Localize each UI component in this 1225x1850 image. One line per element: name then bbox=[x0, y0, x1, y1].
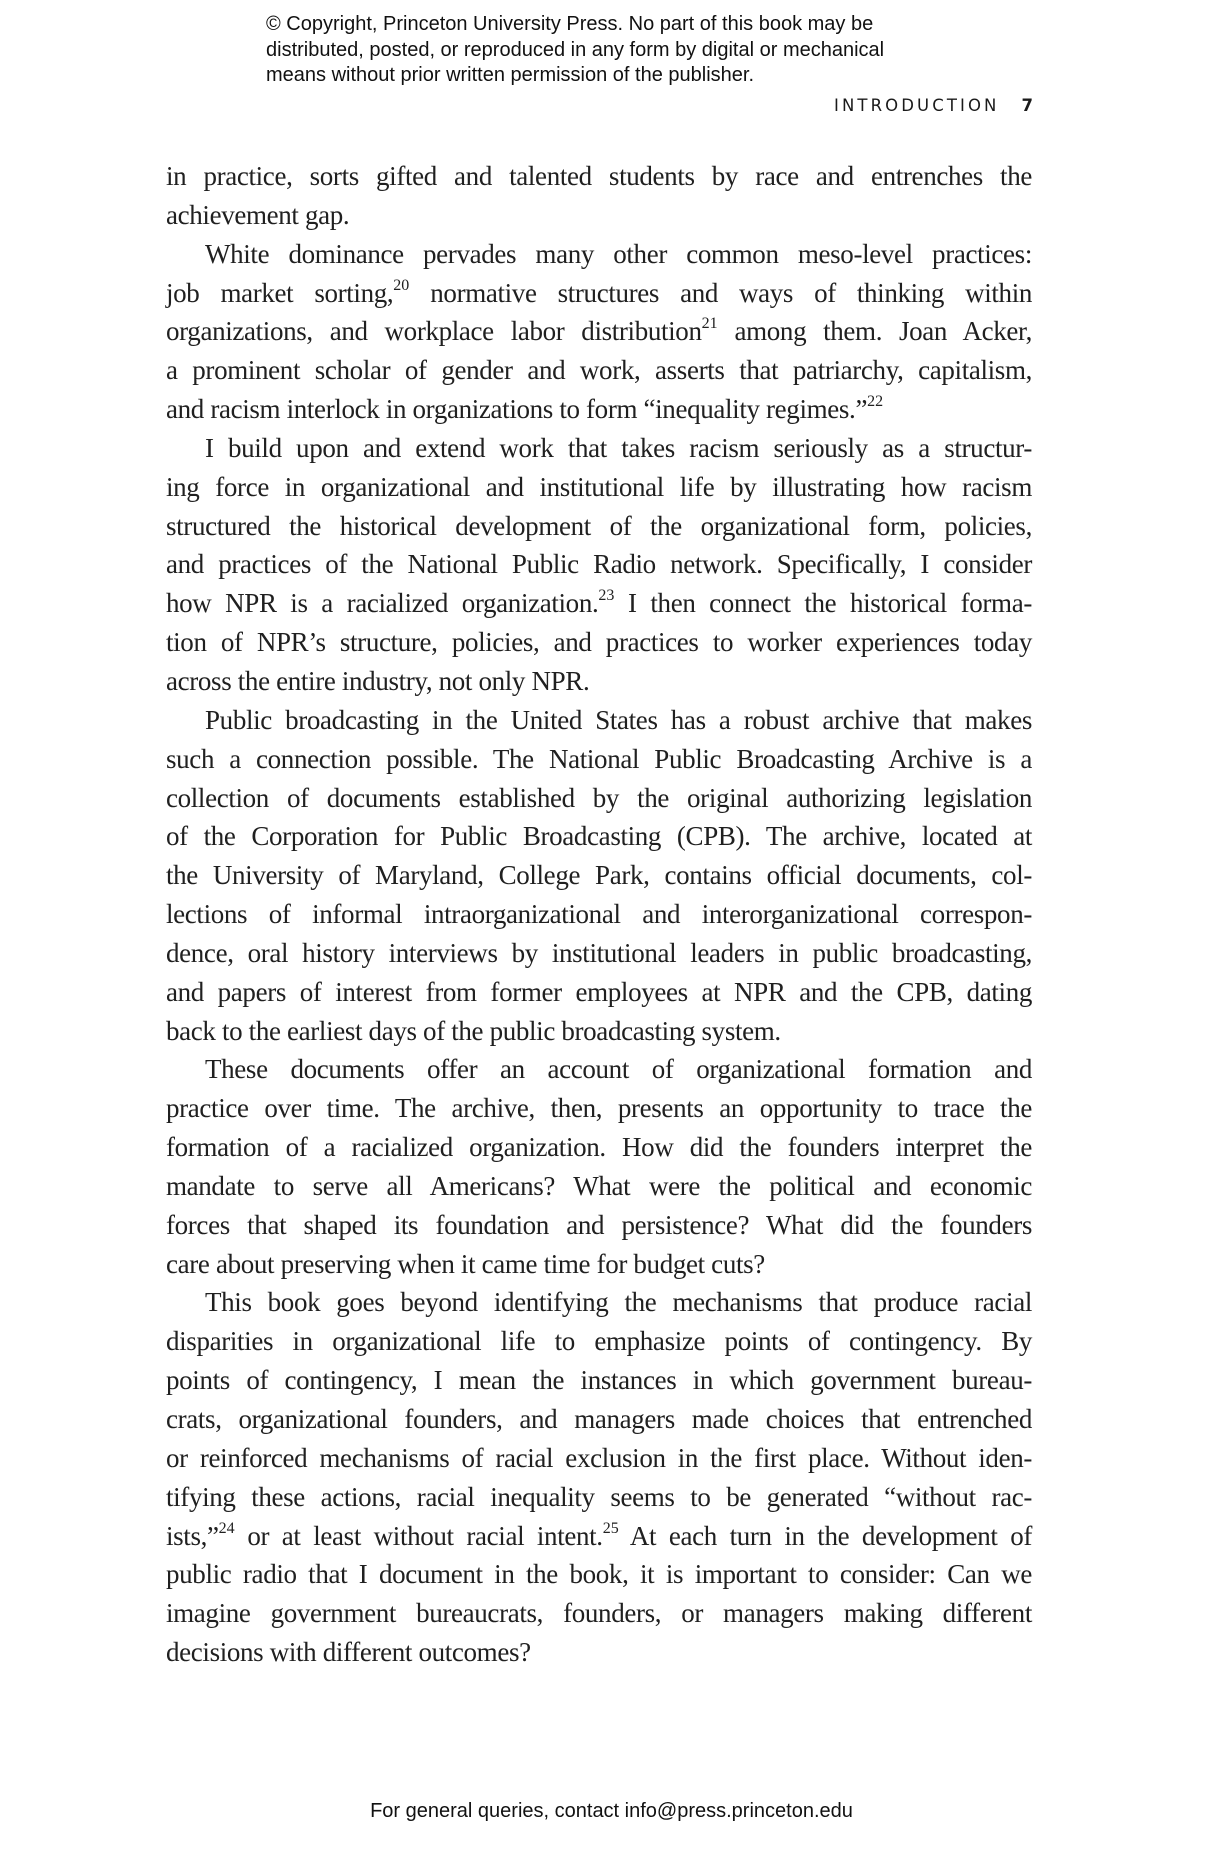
text-run: mandate to serve all Americans? What were the political and economic bbox=[166, 1170, 1032, 1201]
text-run: These documents offer an account of organizational formation and bbox=[205, 1054, 1032, 1085]
text-line bbox=[166, 235, 1032, 274]
text-line bbox=[166, 274, 1032, 313]
text-run: job market sorting, bbox=[166, 277, 394, 308]
text-run: and papers of interest from former employees at NPR and the CPB, dating bbox=[166, 976, 1032, 1007]
text-run: in practice, sorts gifted and talented students by race and entrenches the bbox=[166, 161, 1032, 191]
text-run: decisions with different outcomes? bbox=[166, 1637, 531, 1668]
copyright-line: © Copyright, Princeton University Press. No part of this book may be bbox=[266, 13, 874, 35]
text-line bbox=[166, 312, 1032, 351]
footer-text: For general queries, contact info@press.princeton.edu bbox=[370, 1800, 853, 1822]
copyright-line: distributed, posted, or reproduced in any form by digital or mechanical bbox=[266, 38, 885, 61]
paragraph bbox=[166, 1050, 1032, 1283]
text-line bbox=[166, 468, 1032, 507]
text-run: of the Corporation for Public Broadcasting (CPB). The archive, located at bbox=[166, 821, 1032, 852]
text-line bbox=[166, 817, 1032, 856]
text-line bbox=[166, 390, 1032, 429]
text-run: points of contingency, I mean the instances in which government bureau- bbox=[166, 1365, 1032, 1396]
text-run: crats, organizational founders, and managers made choices that entrenched bbox=[166, 1404, 1032, 1434]
text-line bbox=[166, 1206, 1032, 1245]
footnote-marker[interactable]: 20 bbox=[393, 276, 410, 294]
text-line bbox=[166, 1167, 1032, 1206]
text-line bbox=[166, 196, 1032, 235]
text-run: forces that shaped its foundation and persistence? What did the founders bbox=[166, 1209, 1032, 1240]
text-run: practice over time. The archive, then, presents an opportunity to trace the bbox=[166, 1093, 1032, 1124]
text-run: and practices of the National Public Radio network. Specifically, I consider bbox=[166, 549, 1032, 580]
text-run: imagine government bureaucrats, founders, or managers making different bbox=[166, 1598, 1032, 1629]
paragraph bbox=[166, 701, 1032, 1051]
text-line bbox=[166, 157, 1032, 196]
text-run: such a connection possible. The National Public Broadcasting Archive is a bbox=[166, 743, 1032, 774]
text-line bbox=[166, 1012, 1032, 1051]
copyright-notice bbox=[266, 12, 986, 89]
text-run: I build upon and extend work that takes racism seriously as a structur- bbox=[205, 432, 1032, 463]
text-run: ing force in organizational and institutional life by illustrating how racism bbox=[166, 471, 1032, 502]
text-run: or at least without racial intent. bbox=[234, 1520, 603, 1551]
footnote-marker[interactable]: 25 bbox=[602, 1519, 619, 1537]
text-run: ists,” bbox=[166, 1520, 219, 1551]
text-run: or reinforced mechanisms of racial exclusion in the first place. Without iden- bbox=[166, 1442, 1032, 1473]
text-line bbox=[166, 1439, 1032, 1478]
text-line bbox=[166, 429, 1032, 468]
text-line bbox=[166, 507, 1032, 546]
footnote-marker[interactable]: 21 bbox=[701, 315, 718, 333]
text-run: White dominance pervades many other common meso-level practices: bbox=[205, 238, 1032, 269]
text-run: the University of Maryland, College Park, contains official documents, col- bbox=[166, 860, 1032, 891]
text-run: across the entire industry, not only NPR. bbox=[166, 665, 590, 696]
text-line bbox=[166, 895, 1032, 934]
text-line bbox=[166, 701, 1032, 740]
text-run: organizations, and workplace labor distribution bbox=[166, 316, 702, 347]
text-run: I then connect the historical forma- bbox=[614, 588, 1032, 619]
text-line bbox=[166, 1322, 1032, 1361]
text-line bbox=[166, 1517, 1032, 1556]
text-line bbox=[166, 1478, 1032, 1517]
text-line bbox=[166, 1633, 1032, 1672]
body-text bbox=[166, 157, 1032, 1672]
text-line bbox=[166, 779, 1032, 818]
text-line bbox=[166, 856, 1032, 895]
text-line bbox=[166, 584, 1032, 623]
running-head bbox=[834, 96, 1033, 115]
footer-contact bbox=[0, 1800, 1225, 1823]
text-run: care about preserving when it came time for budget cuts? bbox=[166, 1248, 765, 1279]
footnote-marker[interactable]: 24 bbox=[218, 1519, 235, 1537]
text-line bbox=[166, 351, 1032, 390]
text-run: public radio that I document in the book, it is important to consider: Can we bbox=[166, 1559, 1032, 1590]
text-line bbox=[166, 1050, 1032, 1089]
text-line bbox=[166, 740, 1032, 779]
paragraph bbox=[166, 429, 1032, 701]
text-run: normative structures and ways of thinking within bbox=[409, 277, 1032, 308]
text-run: dence, oral history interviews by institutional leaders in public broadcasting, bbox=[166, 937, 1032, 968]
copyright-line: means without prior written permission of the publisher. bbox=[266, 64, 755, 86]
text-line bbox=[166, 1245, 1032, 1284]
text-run: lections of informal intraorganizational and interorganizational correspon- bbox=[166, 899, 1032, 930]
text-line bbox=[166, 1594, 1032, 1633]
text-line bbox=[166, 973, 1032, 1012]
text-run: formation of a racialized organization. How did the founders interpret the bbox=[166, 1132, 1032, 1163]
text-line bbox=[166, 1361, 1032, 1400]
text-run: tion of NPR’s structure, policies, and practices to worker experiences today bbox=[166, 627, 1032, 658]
text-run: tifying these actions, racial inequality seems to be generated “without rac- bbox=[166, 1481, 1032, 1512]
text-run: collection of documents established by the original authorizing legislation bbox=[166, 782, 1032, 813]
text-line bbox=[166, 623, 1032, 662]
text-line bbox=[166, 1555, 1032, 1594]
text-run: among them. Joan Acker, bbox=[717, 316, 1032, 347]
text-run: how NPR is a racialized organization. bbox=[166, 588, 599, 619]
footnote-marker[interactable]: 22 bbox=[867, 393, 884, 411]
text-run: back to the earliest days of the public broadcasting system. bbox=[166, 1015, 781, 1046]
text-run: This book goes beyond identifying the mechanisms that produce racial bbox=[205, 1287, 1032, 1318]
text-line bbox=[166, 1089, 1032, 1128]
text-run: At each turn in the development of bbox=[618, 1520, 1032, 1551]
text-line bbox=[166, 662, 1032, 701]
text-line bbox=[166, 545, 1032, 584]
paragraph bbox=[166, 235, 1032, 429]
chapter-title: INTRODUCTION bbox=[833, 96, 1000, 115]
text-run: and racism interlock in organizations to form “inequality regimes.” bbox=[166, 394, 868, 425]
page-number: 7 bbox=[1021, 96, 1033, 115]
text-run: a prominent scholar of gender and work, asserts that patriarchy, capitalism, bbox=[166, 355, 1032, 386]
text-line bbox=[166, 1400, 1032, 1439]
text-run: disparities in organizational life to emphasize points of contingency. By bbox=[166, 1326, 1032, 1357]
footnote-marker[interactable]: 23 bbox=[598, 587, 615, 605]
paragraph bbox=[166, 1283, 1032, 1671]
text-line bbox=[166, 934, 1032, 973]
paragraph bbox=[166, 157, 1032, 235]
text-run: Public broadcasting in the United States has a robust archive that makes bbox=[205, 704, 1032, 735]
text-line bbox=[166, 1128, 1032, 1167]
text-line bbox=[166, 1283, 1032, 1322]
text-run: structured the historical development of the organizational form, policies, bbox=[166, 510, 1032, 541]
text-run: achievement gap. bbox=[166, 199, 350, 230]
